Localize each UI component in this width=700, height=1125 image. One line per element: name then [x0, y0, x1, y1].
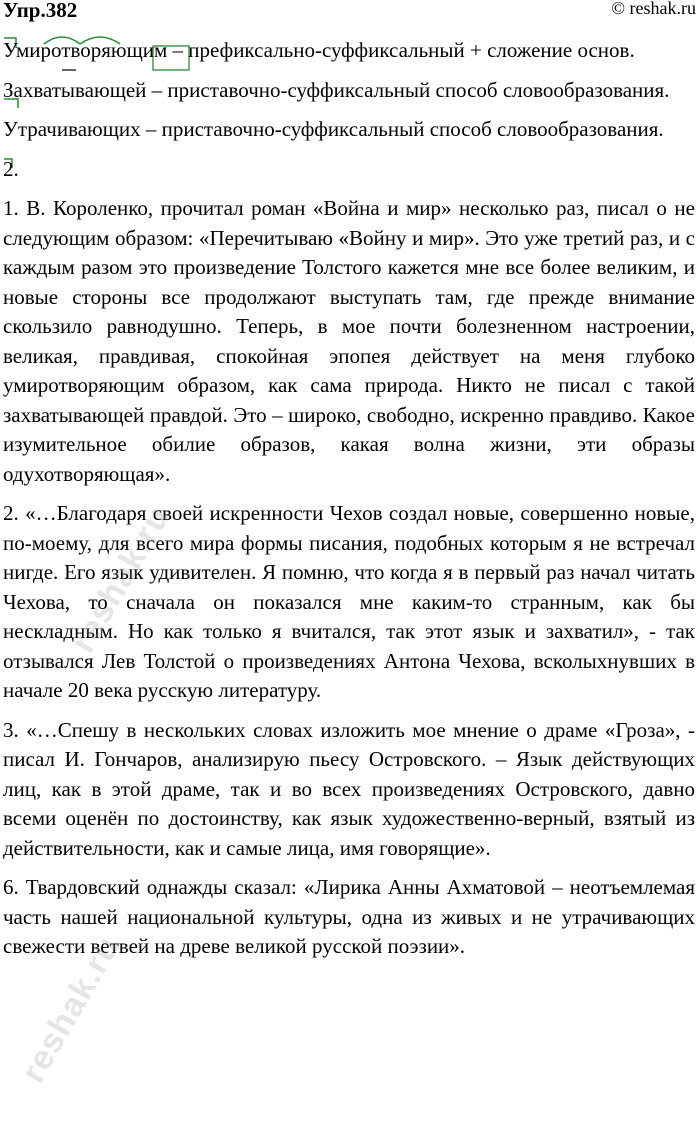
- page-header: [0, 0, 700, 24]
- watermark: reshak.ru: [63, 499, 178, 659]
- site-credit: © reshak.ru: [611, 0, 696, 18]
- document-body: [3, 36, 695, 972]
- analysis-line: Умиротворяющим – префиксально-суффиксальный + сложение основ.: [3, 38, 635, 62]
- analysis-line: Захватывающей – приставочно-суффиксальный способ словообразования.: [3, 77, 670, 102]
- analysis-line: Утрачивающих – приставочно-суффиксальный способ словообразования.: [3, 117, 664, 141]
- watermark: reshak.ru: [13, 929, 128, 1089]
- exercise-title: Упр.382: [3, 0, 78, 22]
- section-number: 2.: [3, 156, 19, 181]
- quote-paragraph: 3. «…Спешу в нескольких словах изложить мое мнение о драме «Гроза», - писал И. Гончаров, анализирую пьесу Островского. – Язык действующих лиц, как в этой драме, так и во всех произведениях Островского, давно всеми оценён по достоинству, как язык художественно-верный, взятый из действительности, как и самые лица, имя говорящие».: [3, 717, 695, 860]
- quote-paragraph: 6. Твардовский однажды сказал: «Лирика Анны Ахматовой – неотъемлемая часть нашей национальной культуры, одна из живых и не утрачивающих свежести ветвей на древе великой русской поэзии».: [3, 875, 695, 958]
- quote-paragraph: 2. «…Благодаря своей искренности Чехов создал новые, совершенно новые, по-моему, для всего мира формы писания, подобных которым я не встречал нигде. Его язык удивителен. Я помню, что когда я в первый раз начал читать Чехова, то сначала он показался мне каким-то странным, как бы нескладным. Но как только я вчитался, так этот язык и захватил», - так отзывался Лев Толстой о произведениях Антона Чехова, всколыхнувших в начале 20 века русскую литературу.: [3, 501, 695, 702]
- quote-paragraph: 1. В. Короленко, прочитал роман «Война и мир» несколько раз, писал о не следующим образом: «Перечитываю «Войну и мир». Это уже третий раз, и с каждым разом это произведение Толстого кажется мне все более великим, и новые стороны все продолжают выступать там, где прежде внимание скользило равнодушно. Теперь, в мое почти болезненном настроении, великая, правдивая, спокойная эпопея действует на меня глубоко умиротворяющим образом, как сама природа. Никто не писал с такой захватывающей правдой. Это – широко, свободно, искренно правдиво. Какое изумительное обилие образов, какая волна жизни, эти образы одухотворяющая».: [3, 196, 695, 486]
